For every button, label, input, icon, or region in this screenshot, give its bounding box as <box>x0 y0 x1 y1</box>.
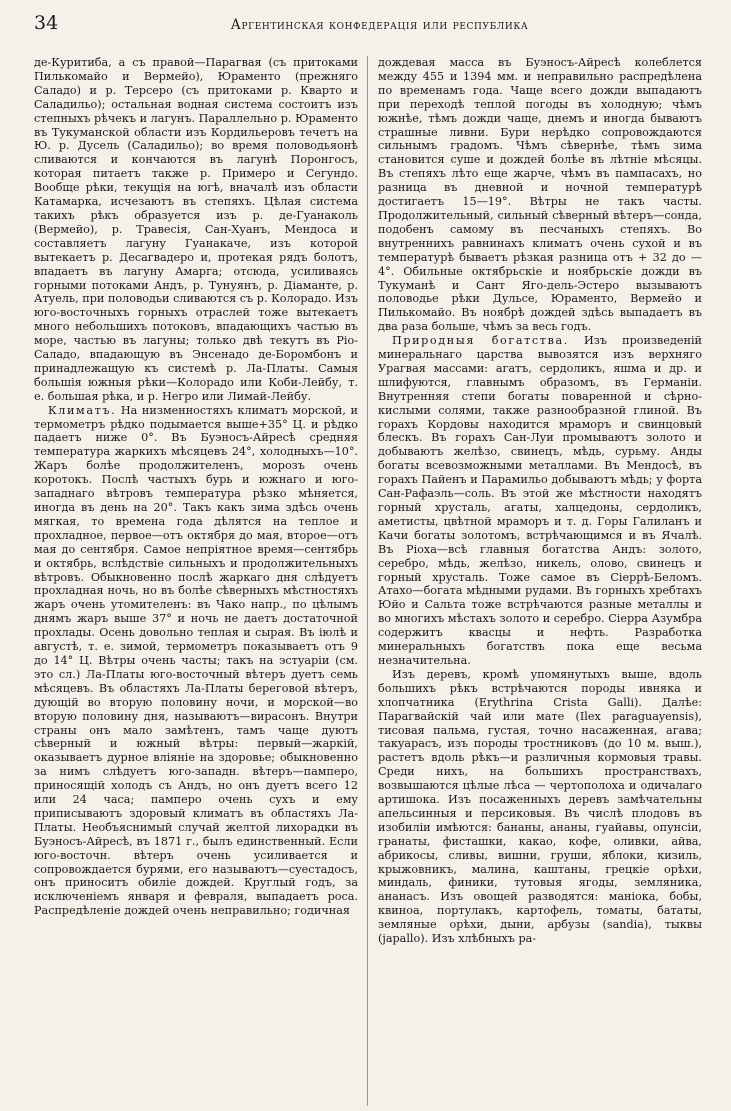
paragraph-rain: дождевая масса въ Буэносъ-Айресѣ колеблется между 455 и 1394 мм. и неправильно распредѣлена по временамъ года. Чаще всего дожди выпадаютъ при переходѣ теплой погоды въ холодную; чѣмъ южнѣе, тѣмъ дожди чаще, днемъ и иногда бываютъ страшные ливни. Бури нерѣдко сопровождаются сильнымъ градомъ. Чѣмъ сѣвернѣе, тѣмъ зима становится суше и дождей болѣе въ лѣтніе мѣсяцы. Въ степяхъ лѣто еще жарче, чѣмъ въ пампасахъ, но разница въ дневной и ночной температурѣ достигаетъ 15—19°. Вѣтры не такъ часты. Продолжительный, сильный сѣверный вѣтеръ—сонда, подобенъ самому въ песчаныхъ степяхъ. Во внутреннихъ равнинахъ климатъ очень сухой и въ температурѣ бываетъ рѣзкая разница отъ + 32 до — 4°. Обильные октябрьскіе и ноябрьскіе дожди въ Тукуманѣ и Сант Яго-дель-Эстеро вызываютъ половодье рѣки Дульсе, Юраменто, Вермейо и Пилькомайо. Въ ноябрѣ дождей здѣсь выпадаетъ въ два раза больше, чѣмъ за весь годъ. <box>378 56 702 334</box>
left-column <box>34 56 358 1106</box>
paragraph-climate <box>34 404 358 919</box>
paragraph-climate-text: На низменностяхъ климатъ морской, и термометръ рѣдко подымается выше+35° Ц. и рѣдко падаетъ ниже 0°. Въ Буэносъ-Айресѣ средняя температура жаркихъ мѣсяцевъ 24°, холодныхъ—10°. Жаръ болѣе продолжителенъ, морозъ очень коротокъ. Послѣ частыхъ бурь и южнаго и юго-западнаго вѣтровъ температура рѣзко мѣняется, иногда въ день на 20°. Такъ какъ зима здѣсь очень мягкая, то времена года дѣлятся на теплое и прохладное, первое—отъ октября до мая, второе—отъ мая до сентября. Самое непріятное время—сентябрь и октябрь, вслѣдствіе сильныхъ и продолжительныхъ вѣтровъ. Обыкновенно послѣ жаркаго дня слѣдуетъ прохладная ночь, но въ болѣе сѣверныхъ мѣстностяхъ жаръ очень утомителенъ: въ Чако напр., по цѣлымъ днямъ жаръ выше 37° и ночь не даетъ достаточной прохлады. Осень довольно теплая и сырая. Въ іюлѣ и августѣ, т. е. зимой, термометръ показываетъ отъ 9 до 14° Ц. Вѣтры очень часты; такъ на эстуаріи (см. это сл.) Ла-Платы юго-восточный вѣтеръ дуетъ семь мѣсяцевъ. Въ областяхъ Ла-Платы береговой вѣтеръ, дующій во вторую половину ночи, и морской—во вторую половину дня, называютъ—вирасонъ. Внутри страны онъ мало замѣтенъ, тамъ чаще дуютъ сѣверный и южный вѣтры: первый—жаркій, оказываетъ дурное вліяніе на здоровье; обыкновенно за нимъ слѣдуетъ юго-западн. вѣтеръ—памперо, приносящій холодъ съ Андъ, но онъ дуетъ всего 12 или 24 часа; памперо очень сухъ и ему приписываютъ здоровый климатъ въ областяхъ Ла-Платы. Необъяснимый случай желтой лихорадки въ Буэносъ-Айресѣ, въ 1871 г., былъ единственный. Если юго-восточн. вѣтеръ очень усиливается и сопровождается бурями, его называютъ—суестадосъ, онъ приноситъ обиліе дождей. Круглый годъ, за исключеніемъ января и февраля, выпадаетъ роса. Распредѣленіе дождей очень неправильно; годичная <box>34 403 358 918</box>
page-header <box>34 12 705 42</box>
section-lead-resources: Природныя богатства. <box>392 334 569 348</box>
page-number: 34 <box>34 12 59 34</box>
paragraph-flora: Изъ деревъ, кромѣ упомянутыхъ выше, вдоль большихъ рѣкъ встрѣчаются породы ивняка и хлопчатника (Erythrina Crista Galli). Далѣе: Парагвайскій чай или мате (Ilex paraguayensis), тисовая пальма, густая, точно насаженная, агава; такуарасъ, изъ породы тростниковъ (до 10 м. выш.), растетъ вдоль рѣкъ—и различныя кормовыя травы. Среди нихъ, на большихъ пространствахъ, возвышаются цѣлые лѣса — чертополоха и одичалаго артишока. Изъ посаженныхъ деревъ замѣчательны апельсинныя и персиковыя. Въ числѣ плодовъ въ изобиліи имѣются: бананы, ананы, гуайавы, опунсіи, гранаты, фисташки, какао, кофе, оливки, айва, абрикосы, сливы, вишни, груши, яблоки, кизиль, крыжовникъ, малина, каштаны, грецкіе орѣхи, миндаль, финики, тутовыя ягоды, земляника, ананасъ. Изъ овощей разводятся: маніока, бобы, квиноа, портулакъ, картофель, томаты, бататы, земляные орѣхи, дыни, арбузы (sandia), тыквы (japallo). Изъ хлѣбныхъ ра- <box>378 667 702 946</box>
paragraph-resources <box>378 334 702 668</box>
column-divider <box>367 56 368 1106</box>
section-lead-climate: Климатъ. <box>48 403 117 417</box>
text-columns <box>34 56 705 1106</box>
paragraph-rivers: де-Куритиба, а съ правой—Парагвая (съ притоками Пилькомайо и Вермейо), Юраменто (прежняго Саладо) и р. Терсеро (съ притоками р. Кварто и Саладильо); остальная водная система состоитъ изъ степныхъ рѣчекъ и лагунъ. Параллельно р. Юраменто въ Тукуманской области изъ Кордильеровъ течетъ на Ю. р. Дусель (Саладильо); во время половодьяонѣ сливаются и кончаются въ лагунѣ Поронгосъ, которая питаетъ также р. Примеро и Сегундо. Вообще рѣки, текущія на югѣ, вначалѣ изъ области Катамарка, исчезаютъ въ степяхъ. Цѣлая система такихъ рѣкъ образуется изъ р. де-Гуанаколь (Вермейо), р. Травесія, Сан-Хуанъ, Мендоса и составляетъ лагуну Гуанакаче, изъ которой вытекаетъ р. Десагвадеро и, протекая рядъ болотъ, впадаетъ въ лагуну Амарга; отсюда, усиливаясь горными потоками Андъ, р. Тунуянъ, р. Діаманте, р. Атуель, при половодьи сливаются съ р. Колорадо. Изъ юго-восточныхъ горныхъ отраслей тоже вытекаетъ много небольшихъ потоковъ, впадающихъ частью въ море, частью въ лагуны; только двѣ текутъ въ Ріо-Саладо, впадающую въ Энсенадо де-Боромбонъ и принадлежащую къ системѣ р. Ла-Платы. Самыя большія южныя рѣки—Колорадо или Коби-Лейбу, т. е. большая рѣка, и р. Негро или Лимай-Лейбу. <box>34 56 358 403</box>
right-column <box>378 56 702 1106</box>
paragraph-resources-text: Изъ произведеній минеральнаго царства вывозятся изъ верхняго Урагвая массами: агатъ, сердоликъ, яшма и др. и шлифуются, главнымъ образомъ, въ Германіи. Внутренняя степи богаты поваренной и сѣрно-кислыми солями, также разнообразной глиной. Въ горахъ Кордовы находится мраморъ и свинцовый блескъ. Въ горахъ Сан-Луи промываютъ золото и добываютъ желѣзо, свинецъ, мѣдь, сурьму. Анды богаты всевозможными металлами. Въ Мендосѣ, въ горахъ Пайенъ и Парамильо добываютъ мѣдь; у форта Сан-Рафаэль—соль. Въ этой же мѣстности находятъ горный хрусталь, агаты, халцедоны, сердоликъ, аметисты, цвѣтной мраморъ и т. д. Горы Галиланъ и Качи богаты золотомъ, встрѣчающимся и въ Ячалѣ. Въ Ріоха—всѣ главныя богатства Андъ: золото, серебро, мѣдь, желѣзо, никель, олово, свинецъ и горный хрусталь. Тоже самое въ Сіеррѣ-Беломъ. Атахо—богата мѣдными рудами. Въ горныхъ хребтахъ Юйо и Сальта тоже встрѣчаются разные металлы и во многихъ мѣстахъ золото и серебро. Сіерра Азумбра содержитъ квасцы и нефть. Разработка минеральныхъ богатствъ пока еще весьма незначительна. <box>378 334 702 667</box>
running-title: Аргентинская конфедерація или республика <box>230 17 529 33</box>
